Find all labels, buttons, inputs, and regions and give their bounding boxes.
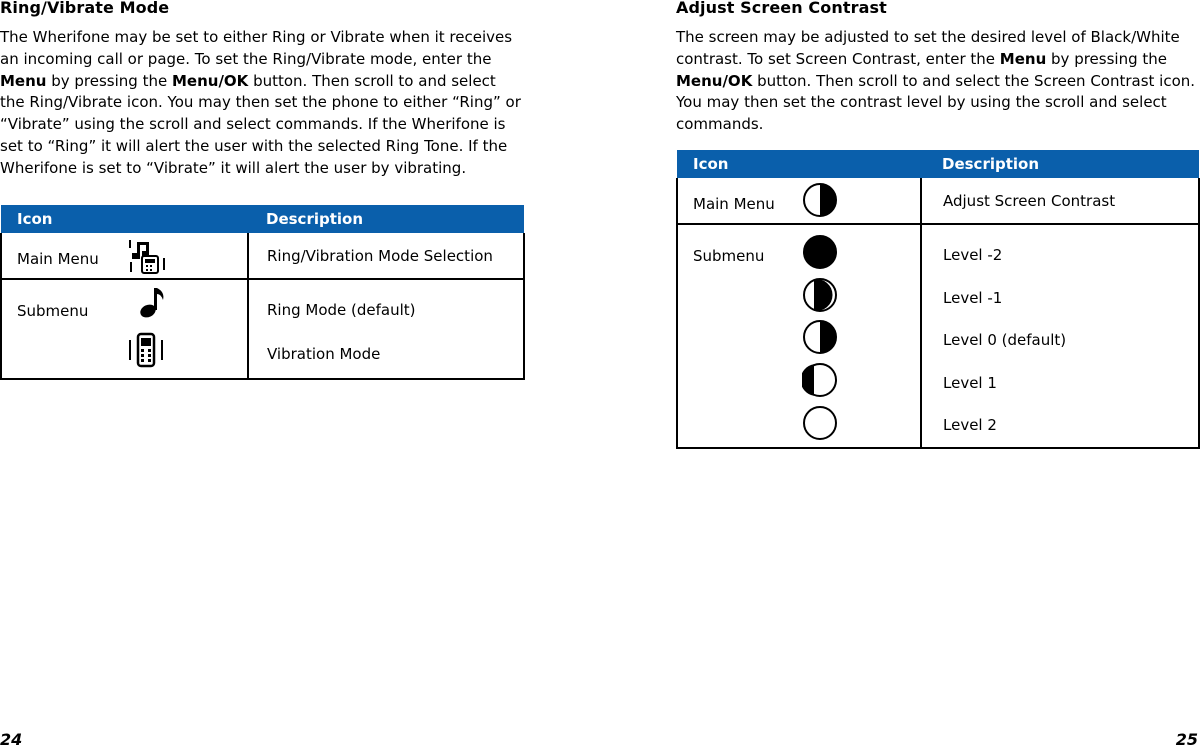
icon-cell <box>677 178 921 224</box>
header-description: Description <box>248 205 524 233</box>
contrast-level-0-icon <box>802 319 838 355</box>
page-title: Adjust Screen Contrast <box>676 0 887 17</box>
vibrating-phone-icon <box>127 332 165 370</box>
description-text: Level 2 <box>943 416 997 435</box>
description-cell <box>921 178 1199 224</box>
ring-vibrate-icon <box>127 238 167 276</box>
page-title: Ring/Vibrate Mode <box>0 0 170 17</box>
row-label: Main Menu <box>693 195 775 213</box>
header-icon: Icon <box>1 205 248 233</box>
body-text: The screen may be adjusted to set the desired level of Black/White contrast. To set Screen Contrast, enter the Menu by pressing the Menu/OK button. Then scroll to and select the Screen Contrast icon. You may then set the contrast level by using the scroll and select commands. <box>676 28 1196 134</box>
page-number: 24 <box>0 730 23 749</box>
icon-cell <box>1 233 248 279</box>
icon-table <box>676 150 1200 449</box>
header-description: Description <box>921 150 1199 178</box>
table-row <box>677 224 1199 448</box>
description-text: Adjust Screen Contrast <box>943 191 1116 210</box>
contrast-level-minus-2-icon <box>802 234 838 270</box>
header-icon: Icon <box>677 150 921 178</box>
table-row <box>677 178 1199 224</box>
description-cell <box>248 233 524 279</box>
row-label: Main Menu <box>17 250 99 268</box>
icon-cell <box>677 224 921 448</box>
table-header <box>1 205 524 233</box>
description-text: Level -1 <box>943 288 1003 307</box>
row-label: Submenu <box>17 302 89 320</box>
body-text: The Wherifone may be set to either Ring or Vibrate when it receives an incoming call or page. To set the Ring/Vibrate mode, enter the Menu by pressing the Menu/OK button. Then scroll to and select the Ring/Vibrate icon. You may then set the phone to either “Ring” or “Vibrate” using the scroll and select commands. If the Wherifone is set to “Ring” it will alert the user with the selected Ring Tone. If the Wherifone is set to “Vibrate” it will alert the user by vibrating. <box>0 28 521 177</box>
description-cell <box>921 224 1199 448</box>
description-text: Level 1 <box>943 373 997 392</box>
half-contrast-icon <box>802 182 838 218</box>
description-text: Ring Mode (default) <box>267 301 416 319</box>
table-header <box>677 150 1199 178</box>
contrast-level-2-icon <box>802 405 838 441</box>
page-number: 25 <box>1175 730 1198 749</box>
description-text: Level -2 <box>943 246 1003 265</box>
description-text: Vibration Mode <box>267 345 381 363</box>
row-label: Submenu <box>693 247 765 265</box>
description-text: Ring/Vibration Mode Selection <box>267 246 493 265</box>
contrast-level-minus-1-icon <box>802 277 838 313</box>
contrast-level-1-icon <box>802 362 838 398</box>
table-row <box>1 233 524 279</box>
icon-cell <box>1 279 248 379</box>
description-text: Level 0 (default) <box>943 331 1067 350</box>
icon-table <box>0 205 525 380</box>
music-note-icon <box>136 286 166 320</box>
description-cell <box>248 279 524 379</box>
table-row <box>1 279 524 379</box>
